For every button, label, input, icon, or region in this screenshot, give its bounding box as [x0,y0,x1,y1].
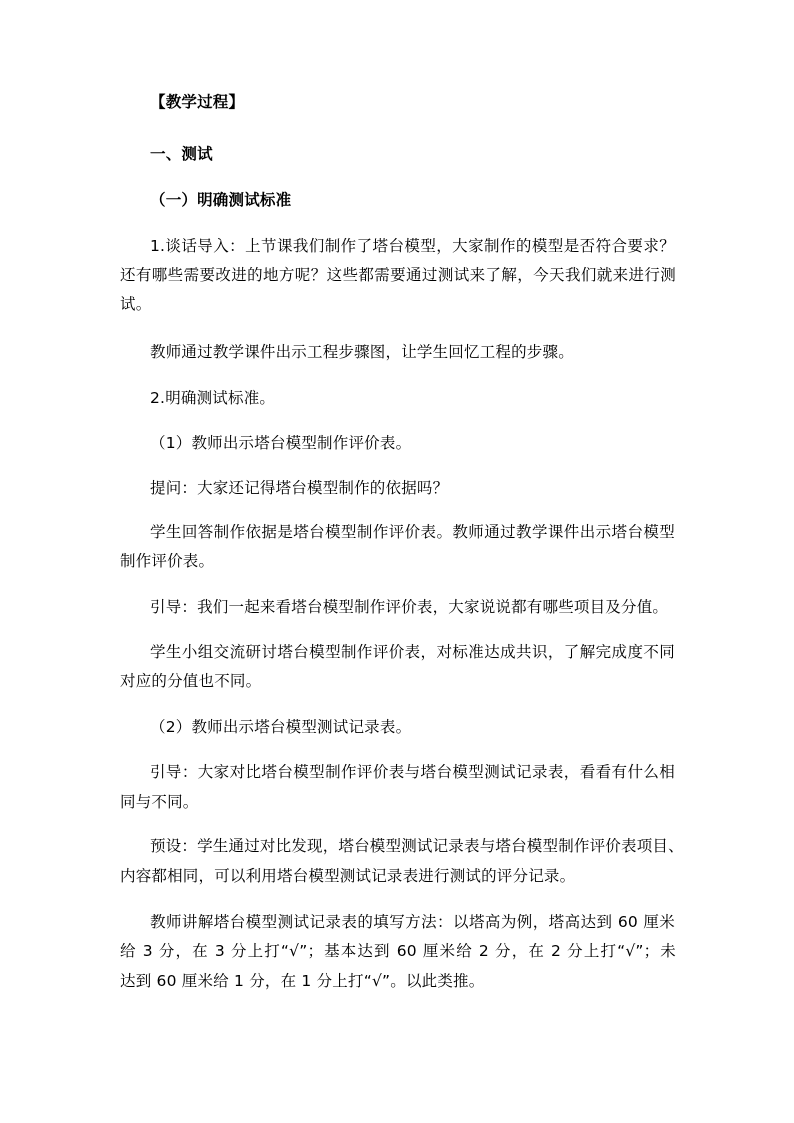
lesson-heading: 【教学过程】 [150,93,245,111]
section-title-testing: 一、测试 [150,145,213,163]
paragraph-test-record-form: （2）教师出示塔台模型测试记录表。 [150,718,412,736]
paragraph-filling-method-line-1: 教师讲解塔台模型测试记录表的填写方法：以塔高为例，塔高达到 60 厘米 [150,913,675,931]
paragraph-clarify-standards: 2.明确测试标准。 [150,389,276,407]
paragraph-compare-line-2: 同与不同。 [120,793,199,811]
paragraph-preset-line-1: 预设：学生通过对比发现，塔台模型测试记录表与塔台模型制作评价表项目、 [150,837,684,855]
paragraph-evaluation-form: （1）教师出示塔台模型制作评价表。 [150,434,412,452]
paragraph-guide-items: 引导：我们一起来看塔台模型制作评价表，大家说说都有哪些项目及分值。 [150,598,669,616]
paragraph-intro-line-2: 还有哪些需要改进的地方呢？这些都需要通过测试来了解，今天我们就来进行测 [120,266,676,284]
paragraph-filling-method-line-3: 达到 60 厘米给 1 分，在 1 分上打“√”。以此类推。 [120,972,485,990]
paragraph-group-discussion-line-1: 学生小组交流研讨塔台模型制作评价表，对标准达成共识，了解完成度不同 [150,643,675,661]
paragraph-group-discussion-line-2: 对应的分值也不同。 [120,672,262,690]
paragraph-student-answer-line-1: 学生回答制作依据是塔台模型制作评价表。教师通过教学课件出示塔台模型 [150,523,675,541]
paragraph-intro-line-3: 试。 [120,295,152,313]
paragraph-filling-method-line-2: 给 3 分，在 3 分上打“√”；基本达到 60 厘米给 2 分，在 2 分上打“√”；未 [120,942,676,960]
paragraph-engineering-steps: 教师通过教学课件出示工程步骤图，让学生回忆工程的步骤。 [150,343,574,361]
paragraph-student-answer-line-2: 制作评价表。 [120,552,215,570]
subsection-title-standards: （一）明确测试标准 [150,191,292,209]
paragraph-question: 提问：大家还记得塔台模型制作的依据吗？ [150,479,449,497]
paragraph-compare-line-1: 引导：大家对比塔台模型制作评价表与塔台模型测试记录表，看看有什么相 [150,763,675,781]
paragraph-preset-line-2: 内容都相同，可以利用塔台模型测试记录表进行测试的评分记录。 [120,867,576,885]
paragraph-intro-line-1: 1.谈话导入：上节课我们制作了塔台模型，大家制作的模型是否符合要求？ [150,237,675,255]
